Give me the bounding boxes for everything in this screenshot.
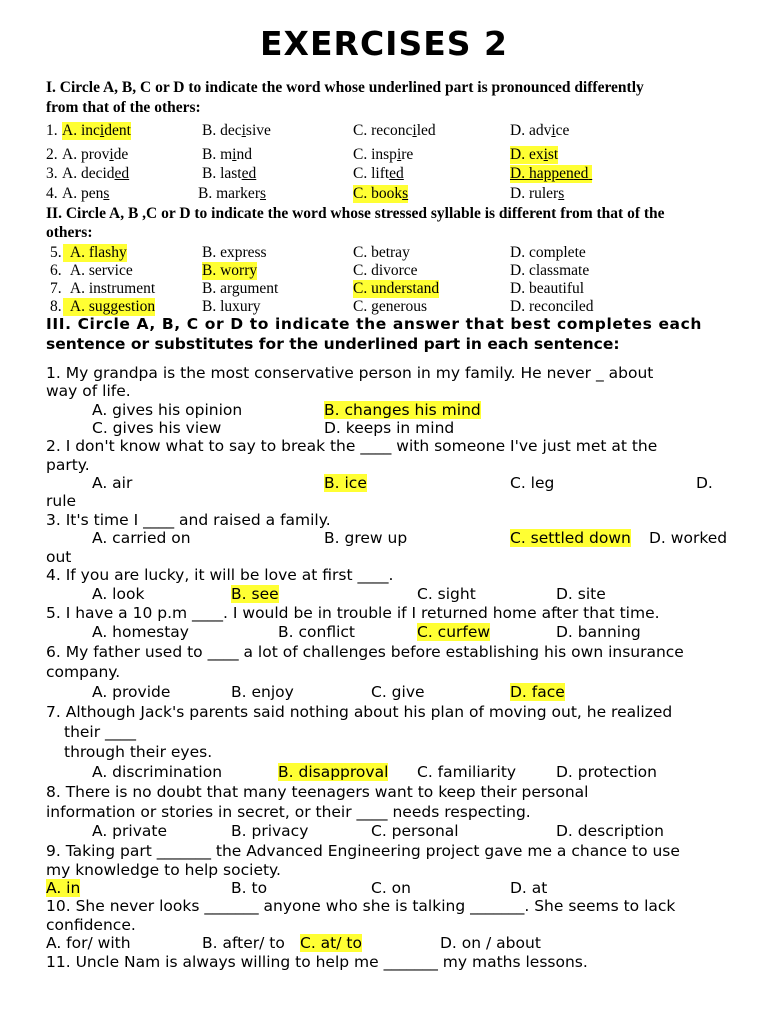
s3-q9-option-b: B. to xyxy=(231,879,268,897)
s1-q2-option-a-post: de xyxy=(113,146,129,163)
s1-q3-option-d-post xyxy=(588,165,592,182)
s1-q3-option-b-pre: B. last xyxy=(202,165,242,182)
s3-q3-option-b: B. grew up xyxy=(324,529,408,547)
s1-q3-option-d-underline: ed xyxy=(573,165,589,182)
s2-q7-option-b: B. argument xyxy=(202,280,279,297)
s1-q2-option-c-pre: C. insp xyxy=(353,146,397,163)
s1-q2-number: 2. xyxy=(46,146,58,163)
s2-q7-option-a: A. instrument xyxy=(63,280,156,297)
s3-q6-option-d: D. face xyxy=(510,683,565,701)
s3-q6-option-b: B. enjoy xyxy=(231,683,294,701)
s3-q5-option-b: B. conflict xyxy=(278,623,355,641)
s1-q1-number: 1. xyxy=(46,122,58,139)
s1-q3-option-b-underline: ed xyxy=(241,165,257,182)
s3-q6-line2: company. xyxy=(46,663,121,681)
s3-q10-line2: confidence. xyxy=(46,916,136,934)
s3-q3-option-d-text: out xyxy=(46,548,72,566)
s1-q4-option-d-underline: s xyxy=(558,185,565,202)
s1-q2-option-b xyxy=(202,146,252,164)
s2-q8-option-b: B. luxury xyxy=(202,298,261,315)
s3-q2-option-d-text: rule xyxy=(46,492,77,510)
s1-q4-option-d-pre: D. ruler xyxy=(510,185,559,202)
s3-q7-line2: their ____ xyxy=(64,723,137,741)
s3-q5-option-c: C. curfew xyxy=(417,623,491,641)
s1-q2-option-d-underline: i xyxy=(543,146,548,163)
s1-q4-option-c-pre: C. book xyxy=(353,185,403,202)
s3-q4-line1: 4. If you are lucky, it will be love at first ____. xyxy=(46,566,394,584)
s3-q7-option-c: C. familiarity xyxy=(417,763,517,781)
s1-q2-option-a-underline: i xyxy=(109,146,114,163)
s2-q6-option-a: A. service xyxy=(63,262,133,279)
s3-q8-option-b: B. privacy xyxy=(231,822,309,840)
s2-q6-option-c: C. divorce xyxy=(353,262,418,279)
s3-q9-option-c: C. on xyxy=(371,879,411,897)
s3-q9-line1: 9. Taking part _______ the Advanced Engineering project gave me a chance to use xyxy=(46,842,680,860)
s1-q3-option-d xyxy=(510,165,592,183)
s1-q1-option-b-underline: i xyxy=(241,122,246,139)
s1-q3-option-a xyxy=(62,165,129,183)
s3-q10-option-a: A. for/ with xyxy=(46,934,131,952)
s2-q5-number: 5. xyxy=(50,244,62,261)
s1-q3-option-c-underline: ed xyxy=(389,165,404,182)
s3-q2-option-b: B. ice xyxy=(324,474,367,492)
s3-q2-line1: 2. I don't know what to say to break the ____ with someone I've just met at the xyxy=(46,437,658,455)
s1-q4-option-a xyxy=(62,185,109,203)
s2-q5-option-d: D. complete xyxy=(510,244,586,261)
s3-q2-line2: party. xyxy=(46,456,90,474)
s3-q8-option-c: C. personal xyxy=(371,822,459,840)
s3-q10-option-c: C. at/ to xyxy=(300,934,362,952)
s1-q1-option-a-post: dent xyxy=(104,122,131,139)
s1-q2-option-c-post: re xyxy=(401,146,414,163)
s3-q4-option-c: C. sight xyxy=(417,585,476,603)
section-2-heading-line1: II. Circle A, B ,C or D to indicate the word whose stressed syllable is different from that of the xyxy=(46,205,665,222)
s1-q2-option-b-pre: B. m xyxy=(202,146,233,163)
s1-q3-option-c-pre: C. lift xyxy=(353,165,390,182)
s3-q2-option-a: A. air xyxy=(92,474,133,492)
s3-q3-option-a: A. carried on xyxy=(92,529,191,547)
s3-q9-option-d: D. at xyxy=(510,879,548,897)
section-1-heading-line1: I. Circle A, B, C or D to indicate the word whose underlined part is pronounced differently xyxy=(46,79,644,96)
s3-q8-option-d: D. description xyxy=(556,822,664,840)
s3-q1-option-a: A. gives his opinion xyxy=(92,401,243,419)
s3-q8-line2: information or stories in secret, or their ____ needs respecting. xyxy=(46,803,531,821)
s1-q1-option-d-underline: i xyxy=(551,122,556,139)
s2-q8-option-c: C. generous xyxy=(353,298,428,315)
s1-q4-option-d xyxy=(510,185,564,203)
s1-q4-option-b-pre: B. marker xyxy=(198,185,260,202)
s1-q2-option-d-pre: D. ex xyxy=(510,146,544,163)
s3-q7-option-d: D. protection xyxy=(556,763,657,781)
s3-q3-option-c: C. settled down xyxy=(510,529,631,547)
s2-q5-option-b: B. express xyxy=(202,244,267,261)
s1-q4-number: 4. xyxy=(46,185,58,202)
s1-q2-option-d-post: st xyxy=(547,146,559,163)
s3-q5-option-a: A. homestay xyxy=(92,623,189,641)
page-title: EXERCISES 2 xyxy=(260,24,508,63)
s3-q10-option-d: D. on / about xyxy=(440,934,541,952)
s2-q8-option-d: D. reconciled xyxy=(510,298,594,315)
s1-q1-option-b-post: sive xyxy=(245,122,271,139)
s1-q1-option-a xyxy=(62,122,131,140)
s1-q1-option-c xyxy=(353,122,436,140)
s1-q2-option-b-underline: i xyxy=(232,146,237,163)
section-2-heading-line2: others: xyxy=(46,224,93,241)
s3-q4-option-b: B. see xyxy=(231,585,279,603)
s2-q6-option-d: D. classmate xyxy=(510,262,590,279)
s3-q9-option-a: A. in xyxy=(46,879,81,897)
section-1-heading-line2: from that of the others: xyxy=(46,99,201,116)
s1-q1-option-c-underline: i xyxy=(412,122,417,139)
s1-q3-option-b xyxy=(202,165,256,183)
s1-q1-option-d xyxy=(510,122,569,140)
s1-q4-option-c xyxy=(353,185,408,203)
s2-q8-option-a: A. suggestion xyxy=(63,298,156,315)
s1-q2-option-c-underline: i xyxy=(396,146,402,163)
s2-q7-option-c: C. understand xyxy=(353,280,440,297)
s1-q1-option-c-post: led xyxy=(416,122,436,139)
s1-q2-option-a xyxy=(62,146,128,164)
s3-q10-line1: 10. She never looks _______ anyone who she is talking _______. She seems to lack xyxy=(46,897,676,915)
s2-q8-number: 8. xyxy=(50,298,62,315)
s3-q1-option-b: B. changes his mind xyxy=(324,401,481,419)
s3-q5-option-d: D. banning xyxy=(556,623,641,641)
s3-q7-option-b: B. disapproval xyxy=(278,763,389,781)
s3-q1-line2: way of life. xyxy=(46,382,131,400)
s3-q4-option-a: A. look xyxy=(92,585,145,603)
s3-q1-option-d: D. keeps in mind xyxy=(324,419,455,437)
s3-q9-line2: my knowledge to help society. xyxy=(46,861,281,879)
s3-q3-line1: 3. It's time I ____ and raised a family. xyxy=(46,511,331,529)
s1-q1-option-a-underline: i xyxy=(99,122,105,139)
s2-q6-option-b: B. worry xyxy=(202,262,258,279)
s1-q4-option-a-pre: A. pen xyxy=(62,185,104,202)
s1-q1-option-b xyxy=(202,122,271,140)
s3-q6-line1: 6. My father used to ____ a lot of challenges before establishing his own insurance xyxy=(46,643,684,661)
s1-q3-option-d-pre: D. happen xyxy=(510,165,574,182)
s1-q4-option-c-underline: s xyxy=(402,185,409,202)
s3-q7-line3: through their eyes. xyxy=(64,743,213,761)
s3-q8-option-a: A. private xyxy=(92,822,167,840)
s3-q3-option-d-label: D. worked xyxy=(649,529,728,547)
s2-q7-number: 7. xyxy=(50,280,62,297)
s3-q1-line1: 1. My grandpa is the most conservative person in my family. He never _ about xyxy=(46,364,654,382)
s3-q10-option-b: B. after/ to xyxy=(202,934,290,952)
s1-q1-option-d-post: ce xyxy=(555,122,570,139)
s1-q2-option-b-post: nd xyxy=(236,146,252,163)
s1-q3-option-a-pre: A. decid xyxy=(62,165,115,182)
s2-q6-number: 6. xyxy=(50,262,62,279)
s1-q2-option-c xyxy=(353,146,413,164)
s3-q2-option-c: C. leg xyxy=(510,474,555,492)
s3-q6-option-a: A. provide xyxy=(92,683,171,701)
s1-q1-option-d-pre: D. adv xyxy=(510,122,552,139)
section-3-heading-line1: III. Circle A, B, C or D to indicate the answer that best completes each xyxy=(46,315,703,333)
s1-q1-option-b-pre: B. dec xyxy=(202,122,242,139)
s3-q7-line1: 7. Although Jack's parents said nothing about his plan of moving out, he realized xyxy=(46,703,673,721)
s2-q7-option-d: D. beautiful xyxy=(510,280,585,297)
s3-q7-option-a: A. discrimination xyxy=(92,763,223,781)
s2-q5-option-a: A. flashy xyxy=(63,244,127,261)
s1-q4-option-b xyxy=(198,185,266,203)
s3-q11-line1: 11. Uncle Nam is always willing to help me _______ my maths lessons. xyxy=(46,953,588,971)
s3-q6-option-c: C. give xyxy=(371,683,425,701)
s1-q4-option-b-underline: s xyxy=(259,185,267,202)
s3-q8-line1: 8. There is no doubt that many teenagers want to keep their personal xyxy=(46,783,589,801)
s2-q5-option-c: C. betray xyxy=(353,244,410,261)
s1-q2-option-d xyxy=(510,146,558,164)
s3-q2-option-d-label: D. xyxy=(696,474,713,492)
s1-q3-number: 3. xyxy=(46,165,58,182)
s1-q4-option-a-underline: s xyxy=(103,185,110,202)
section-3-heading-line2: sentence or substitutes for the underlined part in each sentence: xyxy=(46,335,620,353)
s1-q2-option-a-pre: A. prov xyxy=(62,146,110,163)
s1-q3-option-a-underline: ed xyxy=(114,165,130,182)
s1-q3-option-c xyxy=(353,165,404,183)
s1-q1-option-a-pre: A. inc xyxy=(62,122,100,139)
s3-q5-line1: 5. I have a 10 p.m ____. I would be in trouble if I returned home after that time. xyxy=(46,604,660,622)
s3-q1-option-c: C. gives his view xyxy=(92,419,222,437)
s3-q4-option-d: D. site xyxy=(556,585,606,603)
s1-q1-option-c-pre: C. reconc xyxy=(353,122,413,139)
